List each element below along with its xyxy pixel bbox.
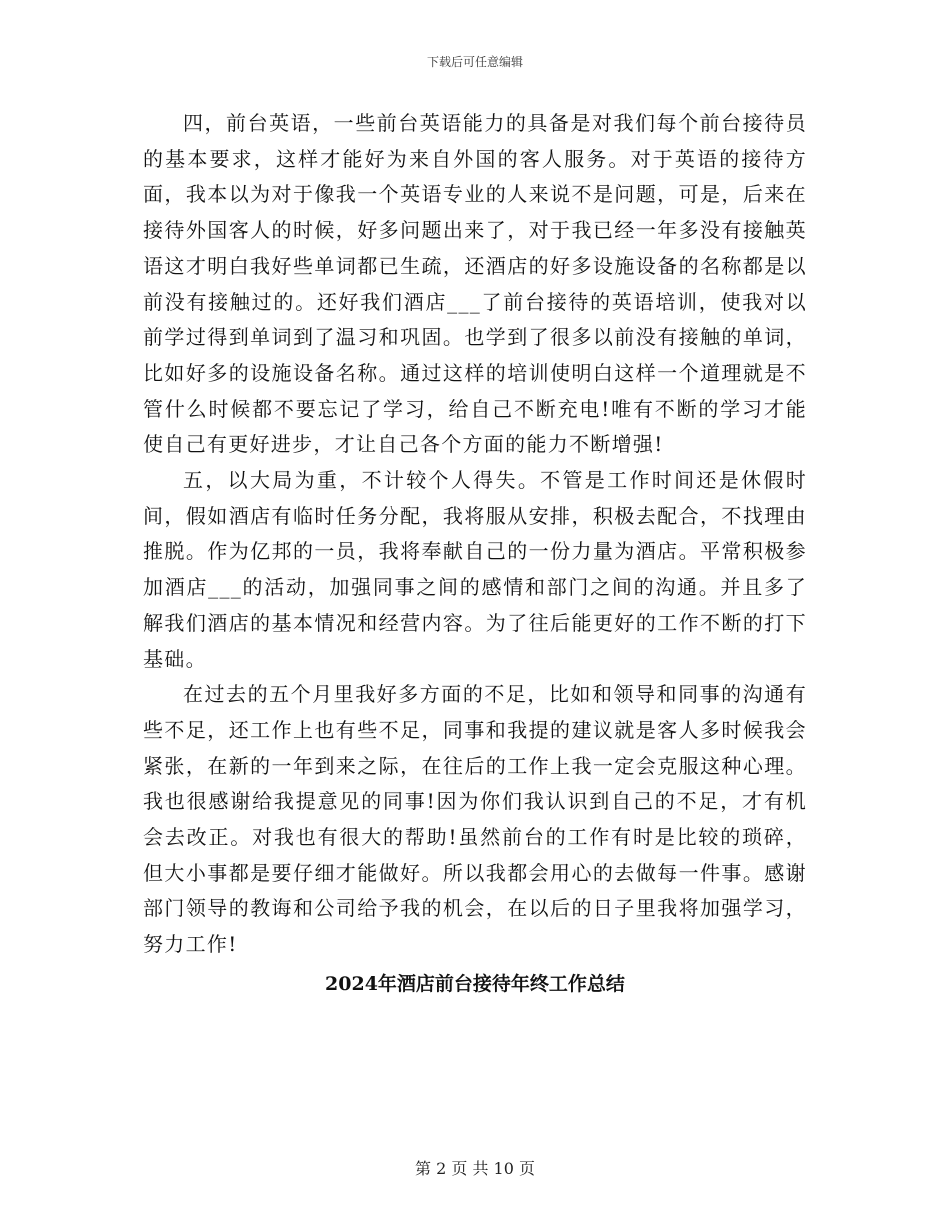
page-header-note: 下载后可任意编辑	[426, 55, 523, 69]
paragraph-self-reflection: 在过去的五个月里我好多方面的不足，比如和领导和同事的沟通有些不足，还工作上也有些不足，同事和我提的建议就是客人多时候我会紧张，在新的一年到来之际，在往后的工作上我一定会克服这种心理。我也很感谢给我提意见的同事!因为你们我认识到自己的不足，才有机会去改正。对我也有很大的帮助!虽然前台的工作有时是比较的琐碎，但大小事都是要仔细才能做好。所以我都会用心的去做每一件事。感谢部门领导的教诲和公司给予我的机会，在以后的日子里我将加强学习，努力工作!	[143, 682, 807, 957]
document-body	[143, 106, 807, 1000]
paragraph-english-training: 四，前台英语，一些前台英语能力的具备是对我们每个前台接待员的基本要求，这样才能好为来自外国的客人服务。对于英语的接待方面，我本以为对于像我一个英语专业的人来说不是问题，可是，后来在接待外国客人的时候，好多问题出来了，对于我已经一年多没有接触英语这才明白我好些单词都已生疏，还酒店的好多设施设备的名称都是以前没有接触过的。还好我们酒店___了前台接待的英语培训，使我对以前学过得到单词到了温习和巩固。也学到了很多以前没有接触的单词，比如好多的设施设备名称。通过这样的培训使明白这样一个道理就是不管什么时候都不要忘记了学习，给自己不断充电!唯有不断的学习才能使自己有更好进步，才让自己各个方面的能力不断增强!	[143, 111, 807, 457]
document-title: 2024年酒店前台接待年终工作总结	[325, 972, 625, 995]
paragraph-team-spirit: 五，以大局为重，不计较个人得失。不管是工作时间还是休假时间，假如酒店有临时任务分配，我将服从安排，积极去配合，不找理由推脱。作为亿邦的一员，我将奉献自己的一份力量为酒店。平常积极参加酒店___的活动，加强同事之间的感情和部门之间的沟通。并且多了解我们酒店的基本情况和经营内容。为了往后能更好的工作不断的打下基础。	[143, 468, 807, 671]
page-number: 第 2 页 共 10 页	[415, 1159, 535, 1178]
